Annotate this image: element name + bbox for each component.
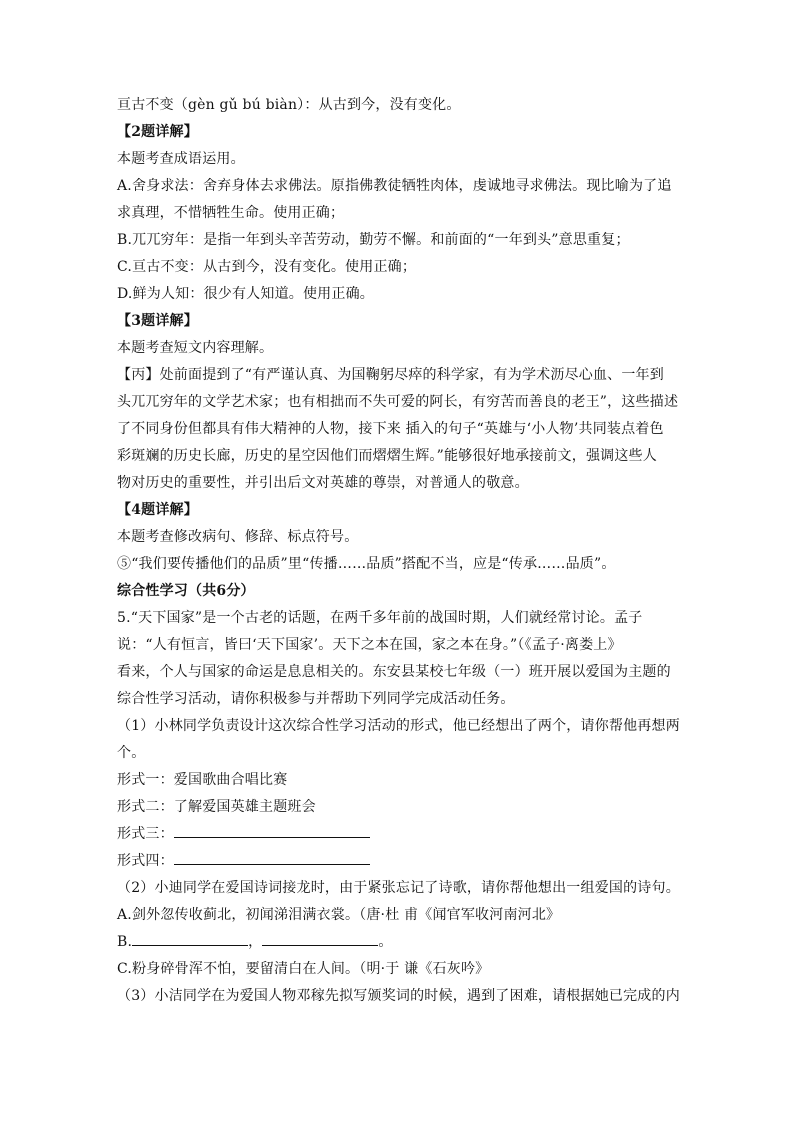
text-line: 形式二：了解爱国英雄主题班会 [117, 799, 316, 815]
form-three-blank[interactable] [174, 823, 370, 838]
poem-blank-first[interactable] [132, 931, 248, 946]
text-line: 综合性学习活动，请你积极参与并帮助下列同学完成活动任务。 [117, 691, 515, 707]
form-four-row [117, 848, 679, 875]
text-line: 看来，个人与国家的命运是息息相关的。东安县某校七年级（一）班开展以爱国为主题的 [117, 664, 671, 680]
period: 。 [378, 934, 393, 950]
text-line: D.鲜为人知：很少有人知道。使用正确。 [117, 286, 374, 302]
text-line: 彩斑斓的历史长廊，历史的星空因他们而熠熠生辉。”能够很好地承接前文，强调这些人 [117, 448, 657, 464]
text-line: 形式一：爱国歌曲合唱比赛 [117, 772, 288, 788]
text-line: C.粉身碎骨浑不怕，要留清白在人间。（明·于 谦《石灰吟》 [117, 961, 490, 977]
text-line: （1）小林同学负责设计这次综合性学习活动的形式，他已经想出了两个，请你帮他再想两 [117, 718, 680, 734]
form-three-row [117, 821, 679, 848]
document-page [117, 92, 679, 1010]
text-line: 个。 [117, 745, 146, 761]
form-four-blank[interactable] [174, 850, 370, 865]
text-line: 本题考查成语运用。 [117, 151, 245, 167]
form-three-label: 形式三： [117, 826, 174, 842]
text-line: 说：“人有恒言，皆曰‘天下国家’。天下之本在国，家之本在身。”（《孟子·离娄上》 [117, 637, 622, 653]
text-line: 亘古不变（gèn gǔ bú biàn）：从古到今，没有变化。 [117, 97, 461, 113]
text-line: 物对历史的重要性，并引出后文对英雄的尊崇，对普通人的敬意。 [117, 475, 529, 491]
poem-blank-row [117, 929, 679, 956]
section-heading: 【3题详解】 [117, 313, 198, 329]
text-line: B.兀兀穷年：是指一年到头辛苦劳动，勤劳不懈。和前面的“一年到头”意思重复； [117, 232, 630, 248]
text-line: C.亘古不变：从古到今，没有变化。使用正确； [117, 259, 417, 275]
text-line: A.舍身求法：舍弃身体去求佛法。原指佛教徒牺牲肉体，虔诚地寻求佛法。现比喻为了追 [117, 178, 672, 194]
text-line: A.剑外忽传收蓟北，初闻涕泪满衣裳。（唐·杜 甫《闻官军收河南河北》 [117, 907, 561, 923]
text-line: 头兀兀穷年的文学艺术家；也有相拙而不失可爱的阿长，有穷苦而善良的老王”，这些描述 [117, 394, 679, 410]
text-line: 求真理，不惜牺牲生命。使用正确； [117, 205, 345, 221]
text-line: 【丙】处前面提到了“有严谨认真、为国鞠躬尽瘁的科学家，有为学术沥尽心血、一年到 [117, 367, 664, 383]
text-line: （2）小迪同学在爱国诗词接龙时，由于紧张忘记了诗歌，请你帮他想出一组爱国的诗句。 [117, 880, 680, 896]
form-four-label: 形式四： [117, 853, 174, 869]
text-line: 本题考查短文内容理解。 [117, 340, 274, 356]
text-line: 5.“天下国家”是一个古老的话题，在两千多年前的战国时期，人们就经常讨论。孟子 [117, 610, 643, 626]
section-heading: 【2题详解】 [117, 124, 198, 140]
text-line: 本题考查修改病句、修辞、标点符号。 [117, 529, 359, 545]
text-line: ⑤“我们要传播他们的品质”里“传播……品质”搭配不当，应是“传承……品质”。 [117, 556, 616, 572]
text-line: 了不同身份但都具有伟大精神的人物，接下来 插入的句子“英雄与‘小人物’共同装点着色 [117, 421, 664, 437]
poem-blank-second[interactable] [262, 931, 378, 946]
section-heading: 综合性学习（共6分） [117, 583, 255, 599]
option-b-label: B. [117, 934, 133, 950]
section-heading: 【4题详解】 [117, 502, 198, 518]
comma: ， [248, 934, 263, 950]
text-line: （3）小洁同学在为爱国人物邓稼先拟写颁奖词的时候，遇到了困难，请根据她已完成的内 [117, 988, 680, 1004]
